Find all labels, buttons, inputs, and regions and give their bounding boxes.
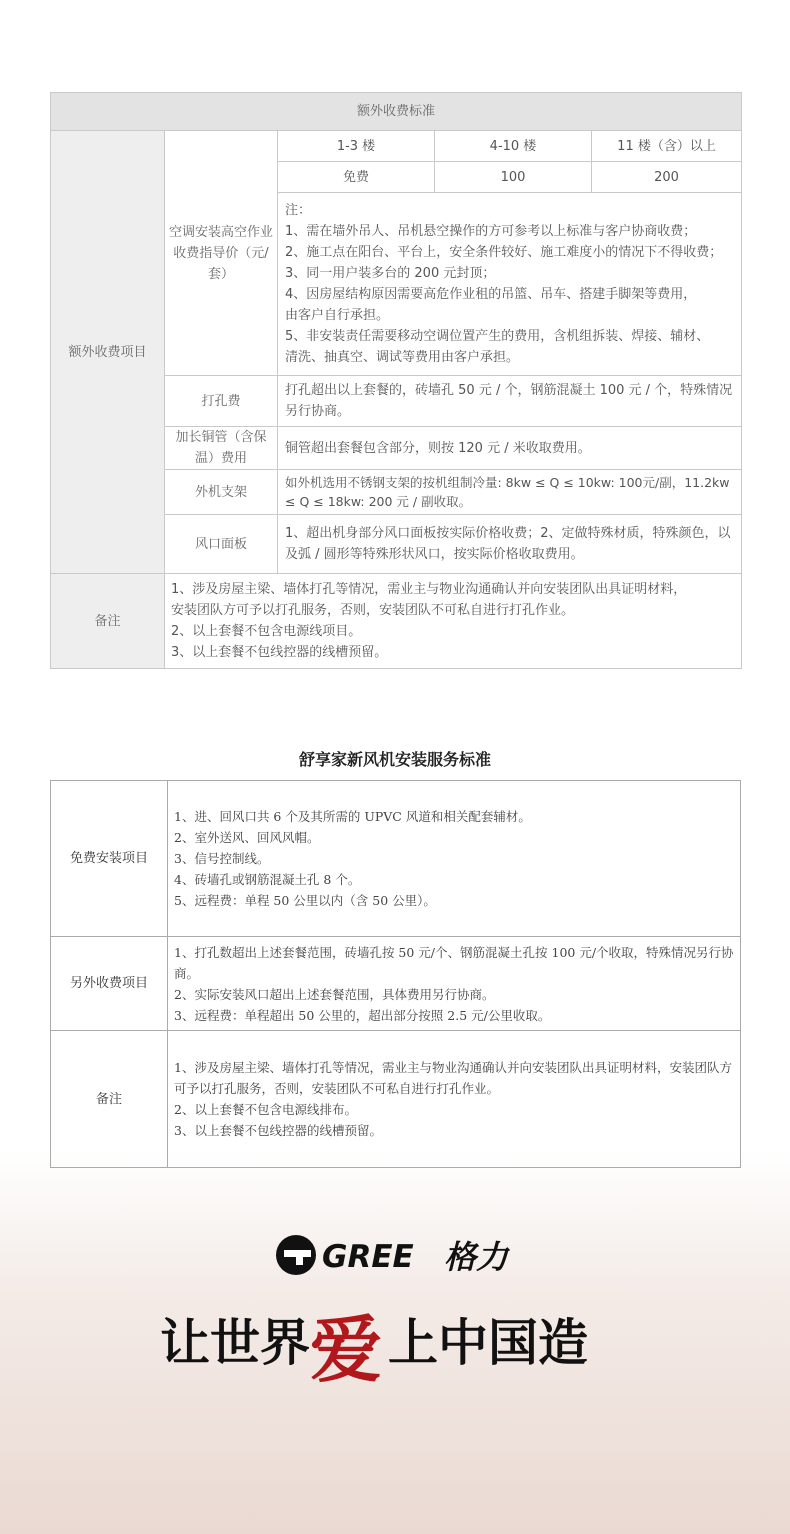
item-text: 如外机选用不锈钢支架的按机组制冷量: 8kw ≤ Q ≤ 10kw: 100元/副，11.2kw ≤ Q ≤ 18kw: 200 元 / 副收取。 — [278, 470, 742, 515]
row-label-free: 免费安装项目 — [51, 781, 168, 937]
item-label: 加长铜管（含保温）费用 — [165, 427, 278, 470]
remark-line: 2、以上套餐不包含电源线项目。 — [171, 624, 362, 639]
list-item: 4、砖墙孔或钢筋混凝土孔 8 个。 — [174, 872, 361, 887]
item-text: 打孔超出以上套餐的，砖墙孔 50 元 / 个，钢筋混凝土 100 元 / 个，特殊情况另行协商。 — [278, 376, 742, 427]
slogan-accent: 爱 — [310, 1307, 383, 1392]
price-floor-2: 100 — [435, 162, 592, 193]
list-item: 5、远程费：单程 50 公里以内（含 50 公里）。 — [174, 893, 436, 908]
list-item: 3、以上套餐不包线控器的线槽预留。 — [174, 1123, 382, 1138]
note-line: 2、施工点在阳台、平台上，安全条件较好、施工难度小的情况下不得收费； — [285, 245, 723, 260]
header-floor-2: 4-10 楼 — [435, 131, 592, 162]
notes-cell — [278, 193, 742, 376]
header-floor-1: 1-3 楼 — [278, 131, 435, 162]
note-line: 5、非安装责任需要移动空调位置产生的费用，含机组拆装、焊接、辅材、 — [285, 329, 710, 344]
note-line: 注： — [285, 203, 312, 218]
row-label-extra: 额外收费项目 — [51, 131, 165, 574]
row-label-extra: 另外收费项目 — [51, 937, 168, 1031]
aircon-label: 空调安装高空作业收费指导价（元/套） — [165, 131, 278, 376]
item-text: 1、超出机身部分风口面板按实际价格收费；2、定做特殊材质，特殊颜色，以及弧 / 圆形等特殊形状风口，按实际价格收取费用。 — [278, 515, 742, 574]
price-floor-3: 200 — [592, 162, 742, 193]
fresh-air-service-table — [50, 780, 741, 1168]
remarks-cell — [168, 1031, 741, 1168]
price-floor-1: 免费 — [278, 162, 435, 193]
note-line: 3、同一用户装多台的 200 元封顶； — [285, 266, 496, 281]
list-item: 2、以上套餐不包含电源线排布。 — [174, 1102, 357, 1117]
note-line: 由客户自行承担。 — [285, 308, 390, 323]
list-item: 2、实际安装风口超出上述套餐范围，具体费用另行协商。 — [174, 986, 495, 1002]
gree-logo — [274, 1233, 534, 1277]
list-item: 1、打孔数超出上述套餐范围，砖墙孔按 50 元/个、钢筋混凝土孔按 100 元/个收取，特殊情况另行协商。 — [174, 944, 734, 981]
list-item: 1、涉及房屋主梁、墙体打孔等情况，需业主与物业沟通确认并向安装团队出具证明材料，安装团队方可予以打孔服务，否则，安装团队不可私自进行打孔作业。 — [174, 1060, 732, 1096]
list-item: 1、进、回风口共 6 个及其所需的 UPVC 风道和相关配套辅材。 — [174, 809, 531, 824]
note-line: 1、需在墙外吊人、吊机悬空操作的方可参考以上标准与客户协商收费； — [285, 224, 697, 239]
logo-text: GREE — [322, 1239, 414, 1275]
slogan-part-2: 上中国造 — [388, 1313, 588, 1372]
row-label-remarks: 备注 — [51, 1031, 168, 1168]
remark-line: 3、以上套餐不包线控器的线槽预留。 — [171, 645, 388, 660]
list-item: 2、室外送风、回风风帽。 — [174, 830, 320, 845]
remark-line: 安装团队方可予以打孔服务，否则，安装团队不可私自进行打孔作业。 — [171, 603, 575, 618]
extra-items-cell — [168, 937, 741, 1031]
extra-fee-table — [50, 92, 742, 669]
note-line: 4、因房屋结构原因需要高危作业租的吊篮、吊车、搭建手脚架等费用， — [285, 287, 697, 302]
gree-circle-icon — [276, 1235, 316, 1275]
slogan — [160, 1290, 630, 1400]
slogan-part-1: 让世界 — [160, 1313, 310, 1372]
list-item: 3、信号控制线。 — [174, 851, 270, 866]
list-item: 3、远程费：单程超出 50 公里的，超出部分按照 2.5 元/公里收取。 — [174, 1007, 551, 1023]
remark-line: 1、涉及房屋主梁、墙体打孔等情况，需业主与物业沟通确认并向安装团队出具证明材料， — [171, 582, 687, 597]
item-label: 打孔费 — [165, 376, 278, 427]
item-text: 铜管超出套餐包含部分，则按 120 元 / 米收取费用。 — [278, 427, 742, 470]
remarks-cell — [165, 574, 742, 669]
table-caption: 额外收费标准 — [51, 93, 742, 131]
section-title: 舒享家新风机安装服务标准 — [298, 750, 491, 769]
note-line: 清洗、抽真空、调试等费用由客户承担。 — [285, 350, 520, 365]
header-floor-3: 11 楼（含）以上 — [592, 131, 742, 162]
item-label: 外机支架 — [165, 470, 278, 515]
logo-cn-text: 格力 — [444, 1238, 509, 1276]
free-items-cell — [168, 781, 741, 937]
remarks-label: 备注 — [51, 574, 165, 669]
item-label: 风口面板 — [165, 515, 278, 574]
